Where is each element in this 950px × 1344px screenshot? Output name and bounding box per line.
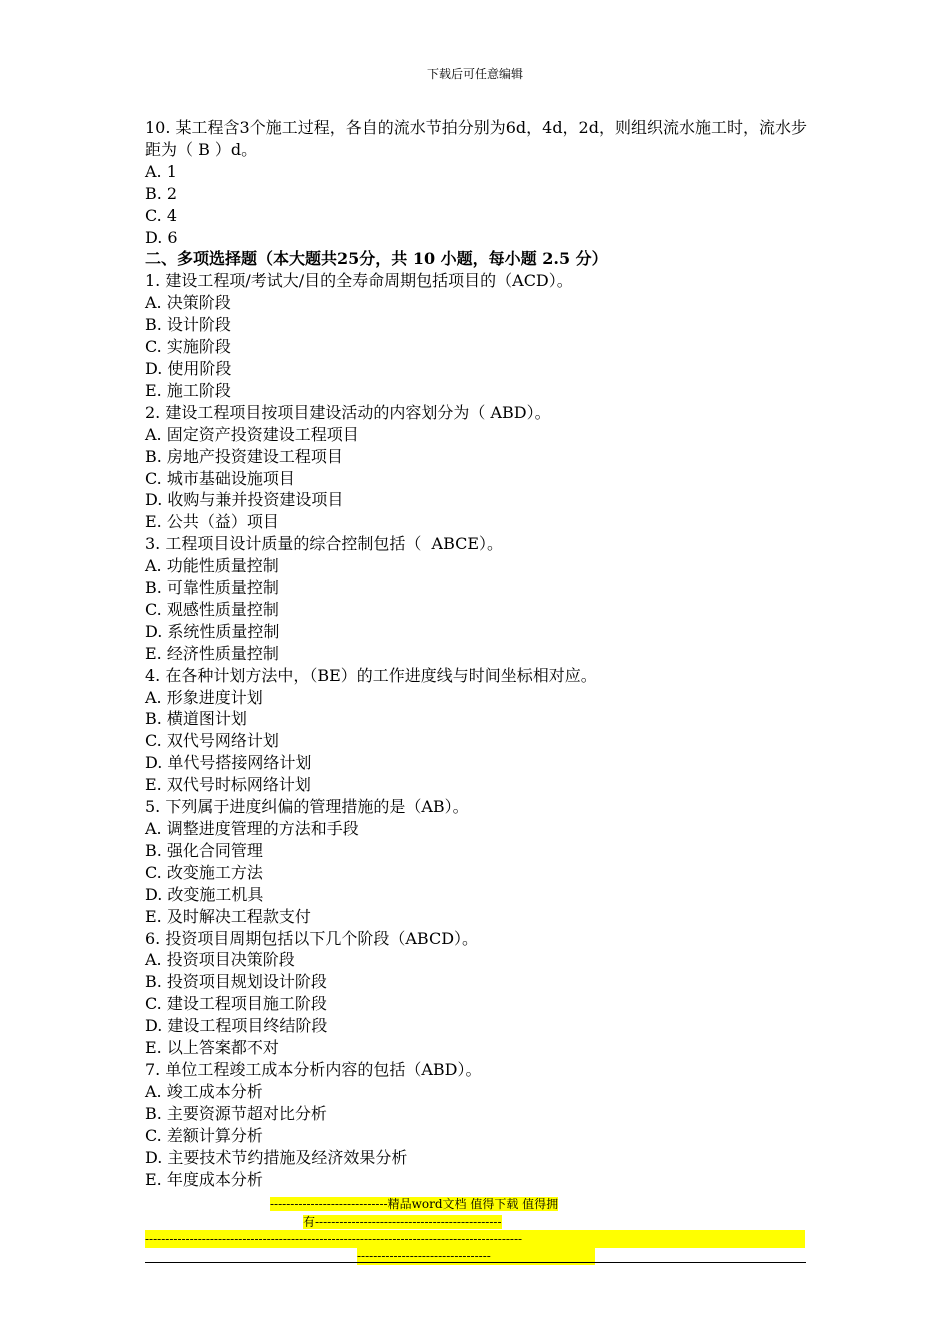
option-line: D. 建设工程项目终结阶段	[145, 1016, 328, 1036]
option-line: A. 形象进度计划	[145, 687, 263, 707]
option-line: A. 竣工成本分析	[145, 1081, 263, 1101]
option-line: B. 2	[145, 183, 178, 203]
option-line: E. 双代号时标网络计划	[145, 775, 311, 795]
option-line: C. 双代号网络计划	[145, 731, 279, 751]
option-line: B. 强化合同管理	[145, 840, 263, 860]
question-stem: 1. 建设工程项/考试大/目的全寿命周期包括项目的（ACD）。	[145, 271, 573, 291]
option-line: B. 横道图计划	[145, 709, 247, 729]
footer-divider	[145, 1262, 806, 1263]
footer-line-4: ---------------------------------	[357, 1247, 595, 1265]
option-line: A. 固定资产投资建设工程项目	[145, 424, 359, 444]
footer-line-1-text: -----------------------------精品word文档 值得下载 值得拥	[270, 1197, 559, 1211]
option-line: D. 6	[145, 227, 178, 247]
option-line: C. 4	[145, 205, 178, 225]
option-line: C. 建设工程项目施工阶段	[145, 994, 327, 1014]
option-line: B. 主要资源节超对比分析	[145, 1103, 327, 1123]
footer-line-3: ---------------------------------------------------------------------------------------------	[145, 1230, 805, 1248]
option-line: D. 单代号搭接网络计划	[145, 753, 312, 773]
option-line: B. 投资项目规划设计阶段	[145, 972, 327, 992]
option-line: C. 差额计算分析	[145, 1125, 263, 1145]
option-line: D. 收购与兼并投资建设项目	[145, 490, 344, 510]
option-line: E. 以上答案都不对	[145, 1038, 279, 1058]
section-heading: 二、多项选择题（本大题共25分，共 10 小题，每小题 2.5 分）	[145, 249, 608, 269]
option-line: D. 主要技术节约措施及经济效果分析	[145, 1147, 408, 1167]
option-line: A. 1	[145, 161, 177, 181]
option-line: D. 使用阶段	[145, 358, 232, 378]
question-stem: 4. 在各种计划方法中，（BE）的工作进度线与时间坐标相对应。	[145, 665, 597, 685]
option-line: C. 改变施工方法	[145, 862, 263, 882]
option-line: E. 经济性质量控制	[145, 643, 279, 663]
option-line: D. 改变施工机具	[145, 884, 264, 904]
option-line: A. 投资项目决策阶段	[145, 950, 295, 970]
option-line: E. 及时解决工程款支付	[145, 906, 311, 926]
option-line: D. 系统性质量控制	[145, 621, 280, 641]
footer-line-2-text: 有----------------------------------------------	[303, 1215, 502, 1229]
footer-line-2	[303, 1213, 649, 1231]
option-line: A. 功能性质量控制	[145, 556, 279, 576]
option-line: B. 房地产投资建设工程项目	[145, 446, 343, 466]
option-line: E. 公共（益）项目	[145, 512, 279, 532]
question-stem: 2. 建设工程项目按项目建设活动的内容划分为（ ABD）。	[145, 402, 551, 422]
option-line: E. 年度成本分析	[145, 1169, 263, 1189]
option-line: C. 实施阶段	[145, 337, 231, 357]
option-line: B. 可靠性质量控制	[145, 578, 279, 598]
question-stem: 3. 工程项目设计质量的综合控制包括（ ABCE）。	[145, 534, 504, 554]
document-body	[145, 117, 810, 1190]
option-line: C. 观感性质量控制	[145, 599, 279, 619]
option-line: A. 调整进度管理的方法和手段	[145, 819, 359, 838]
question-stem: 7. 单位工程竣工成本分析内容的包括（ABD）。	[145, 1059, 482, 1079]
question-10-stem: 10. 某工程含3个施工过程，各自的流水节拍分别为6d，4d，2d，则组织流水施工时，流水步距为（ B ）d。	[145, 118, 807, 159]
question-stem: 5. 下列属于进度纠偏的管理措施的是（AB）。	[145, 797, 469, 817]
option-line: B. 设计阶段	[145, 315, 231, 335]
footer-line-1	[270, 1195, 680, 1213]
page-header: 下载后可任意编辑	[426, 67, 523, 81]
option-line: C. 城市基础设施项目	[145, 468, 295, 488]
question-stem: 6. 投资项目周期包括以下几个阶段（ABCD）。	[145, 928, 479, 948]
option-line: E. 施工阶段	[145, 380, 231, 400]
option-line: A. 决策阶段	[145, 293, 231, 313]
